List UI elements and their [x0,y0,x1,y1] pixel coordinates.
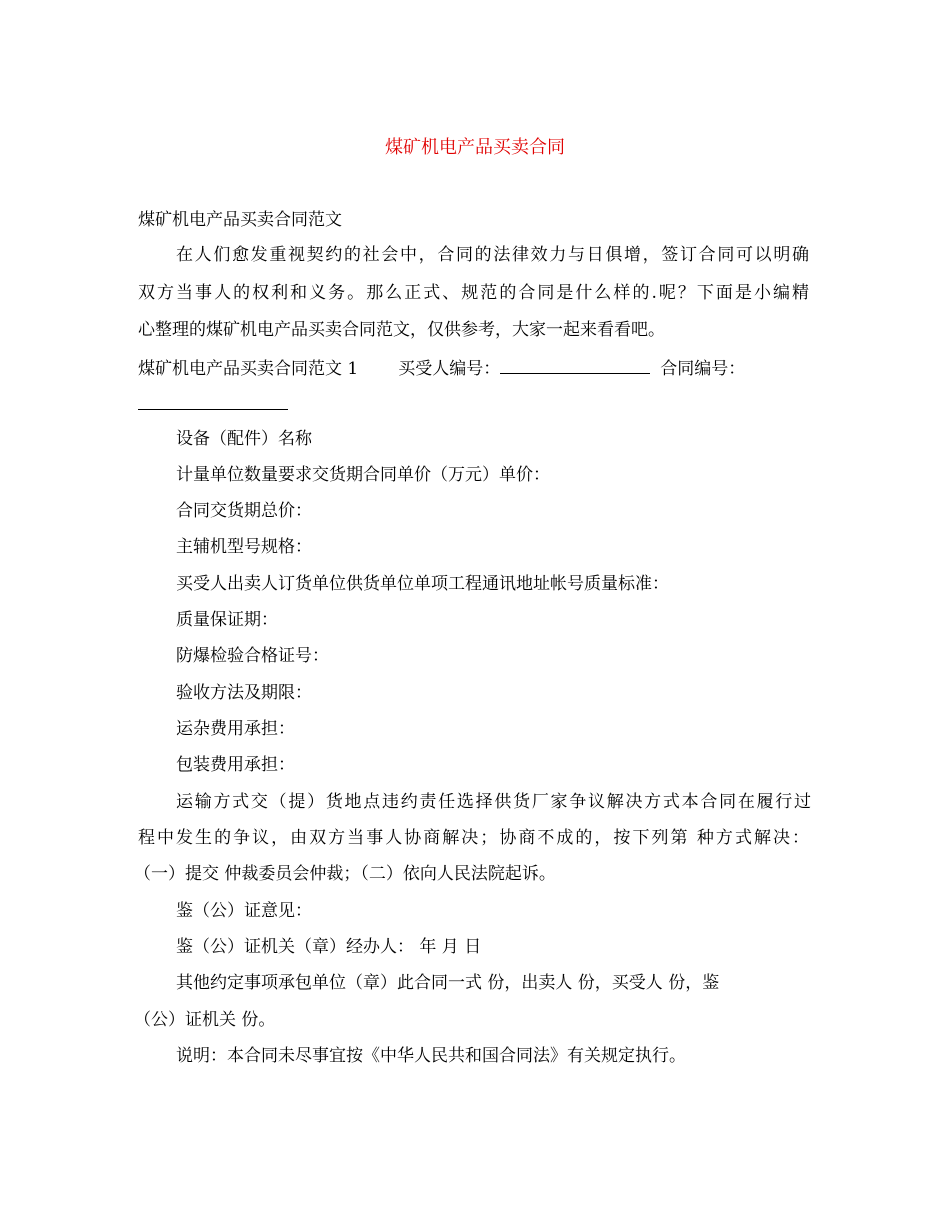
sample-heading-row [138,355,818,381]
field-freight-cost: 运杂费用承担： [176,719,295,739]
intro-line-2: 双方当事人的权利和义务。那么正式、规范的合同是什么样的.呢？下面是小编精 [138,283,809,303]
intro-line-3: 心整理的煤矿机电产品买卖合同范文，仅供参考，大家一起来看看吧。 [138,320,665,340]
document-title: 煤矿机电产品买卖合同 [385,137,565,158]
field-unit-quantity: 计量单位数量要求交货期合同单价（万元）单价： [176,465,550,485]
field-warranty: 质量保证期： [176,610,278,630]
notary-opinion: 鉴（公）证意见： [176,901,312,921]
intro-line-1: 在人们愈发重视契约的社会中，合同的法律效力与日俱增，签订合同可以明确 [176,245,809,265]
dispute-line-2: 程中发生的争议，由双方当事人协商解决；协商不成的，按下列第 种方式解决： [138,828,809,848]
dispute-line-3: （一）提交 仲裁委员会仲裁；（二）依向人民法院起诉。 [134,864,556,884]
other-line-1: 其他约定事项承包单位（章）此合同一式 份，出卖人 份，买受人 份，鉴 [176,973,720,993]
contract-no-blank [138,408,288,410]
field-acceptance: 验收方法及期限： [176,683,312,703]
field-explosion-cert: 防爆检验合格证号： [176,646,329,666]
field-equipment-name: 设备（配件）名称 [176,429,312,449]
sample-heading: 煤矿机电产品买卖合同范文 1 [138,359,359,379]
buyer-no-blank [500,355,650,374]
document-subtitle: 煤矿机电产品买卖合同范文 [138,210,342,230]
field-packing-cost: 包装费用承担： [176,755,295,775]
other-line-2: （公）证机关 份。 [134,1010,276,1030]
dispute-line-1: 运输方式交（提）货地点违约责任选择供货厂家争议解决方式本合同在履行过 [176,792,811,812]
buyer-no-label: 买受人编号： [398,359,501,379]
notary-office: 鉴（公）证机关（章）经办人： 年 月 日 [176,937,482,957]
field-total-price: 合同交货期总价： [176,501,312,521]
field-parties-quality: 买受人出卖人订货单位供货单位单项工程通讯地址帐号质量标准： [176,574,669,594]
field-model-spec: 主辅机型号规格： [176,537,312,557]
closing-note: 说明：本合同未尽事宜按《中华人民共和国合同法》有关规定执行。 [176,1046,686,1066]
contract-no-label: 合同编号： [660,359,746,379]
